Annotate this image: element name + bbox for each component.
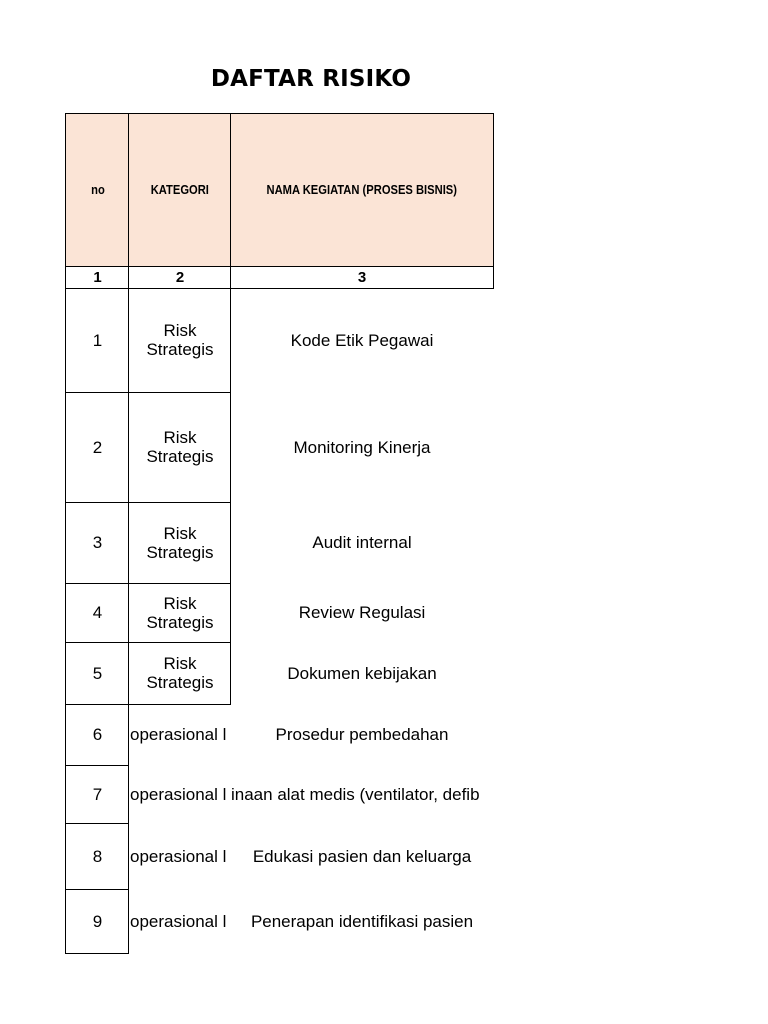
grid-line <box>65 823 129 824</box>
grid-line <box>65 288 494 289</box>
row-kategori: Risk Strategis <box>146 428 214 466</box>
grid-line <box>128 113 129 288</box>
row-kategori: Risk Strategis <box>146 321 214 359</box>
grid-line <box>65 953 129 954</box>
row-kegiatan: Review Regulasi <box>298 603 426 622</box>
row-kategori: Risk Strategis <box>146 593 214 632</box>
grid-line <box>65 266 494 267</box>
row-no: 9 <box>92 911 103 931</box>
row-no: 8 <box>92 846 103 866</box>
grid-line <box>65 113 66 288</box>
row-kegiatan: Kode Etik Pegawai <box>290 330 434 350</box>
grid-line <box>128 288 129 954</box>
column-number: 1 <box>93 268 102 286</box>
row-kategori: operasional l <box>130 911 227 931</box>
grid-line <box>65 502 231 503</box>
header-kategori: KATEGORI <box>129 113 231 266</box>
row-no: 5 <box>92 663 103 683</box>
grid-line <box>65 642 231 643</box>
grid-line <box>65 889 129 890</box>
row-kategori: Risk Strategis <box>146 654 214 692</box>
column-number: 2 <box>175 268 185 286</box>
row-kategori: operasional l <box>130 846 227 866</box>
row-kegiatan: Audit internal <box>312 533 412 552</box>
grid-line <box>65 704 231 705</box>
row-no: 7 <box>92 784 103 804</box>
grid-line <box>65 113 494 114</box>
grid-line <box>65 583 231 584</box>
row-no: 4 <box>92 603 103 622</box>
row-kategori: operasional l <box>130 725 227 744</box>
header-nama-kegiatan: NAMA KEGIATAN (PROSES BISNIS) <box>231 113 493 266</box>
page-title: DAFTAR RISIKO <box>210 66 412 92</box>
row-no: 2 <box>92 437 103 457</box>
grid-line <box>493 113 494 288</box>
grid-line <box>230 113 231 288</box>
column-number: 3 <box>357 268 367 286</box>
row-kategori: Risk Strategis <box>146 523 214 562</box>
row-kegiatan: Edukasi pasien dan keluarga <box>252 846 472 866</box>
header-no: no <box>66 113 129 266</box>
row-kegiatan: Monitoring Kinerja <box>293 437 431 457</box>
row-kategori: operasional l <box>130 784 227 804</box>
row-kegiatan: inaan alat medis (ventilator, defib <box>231 784 480 804</box>
row-no: 3 <box>92 533 103 552</box>
row-no: 6 <box>92 725 103 744</box>
grid-line <box>65 288 66 954</box>
row-kegiatan: Dokumen kebijakan <box>287 663 437 683</box>
grid-line <box>65 392 231 393</box>
grid-line <box>65 765 129 766</box>
row-kegiatan: Prosedur pembedahan <box>275 725 449 744</box>
row-kegiatan: Penerapan identifikasi pasien <box>250 911 474 931</box>
row-no: 1 <box>92 330 103 350</box>
